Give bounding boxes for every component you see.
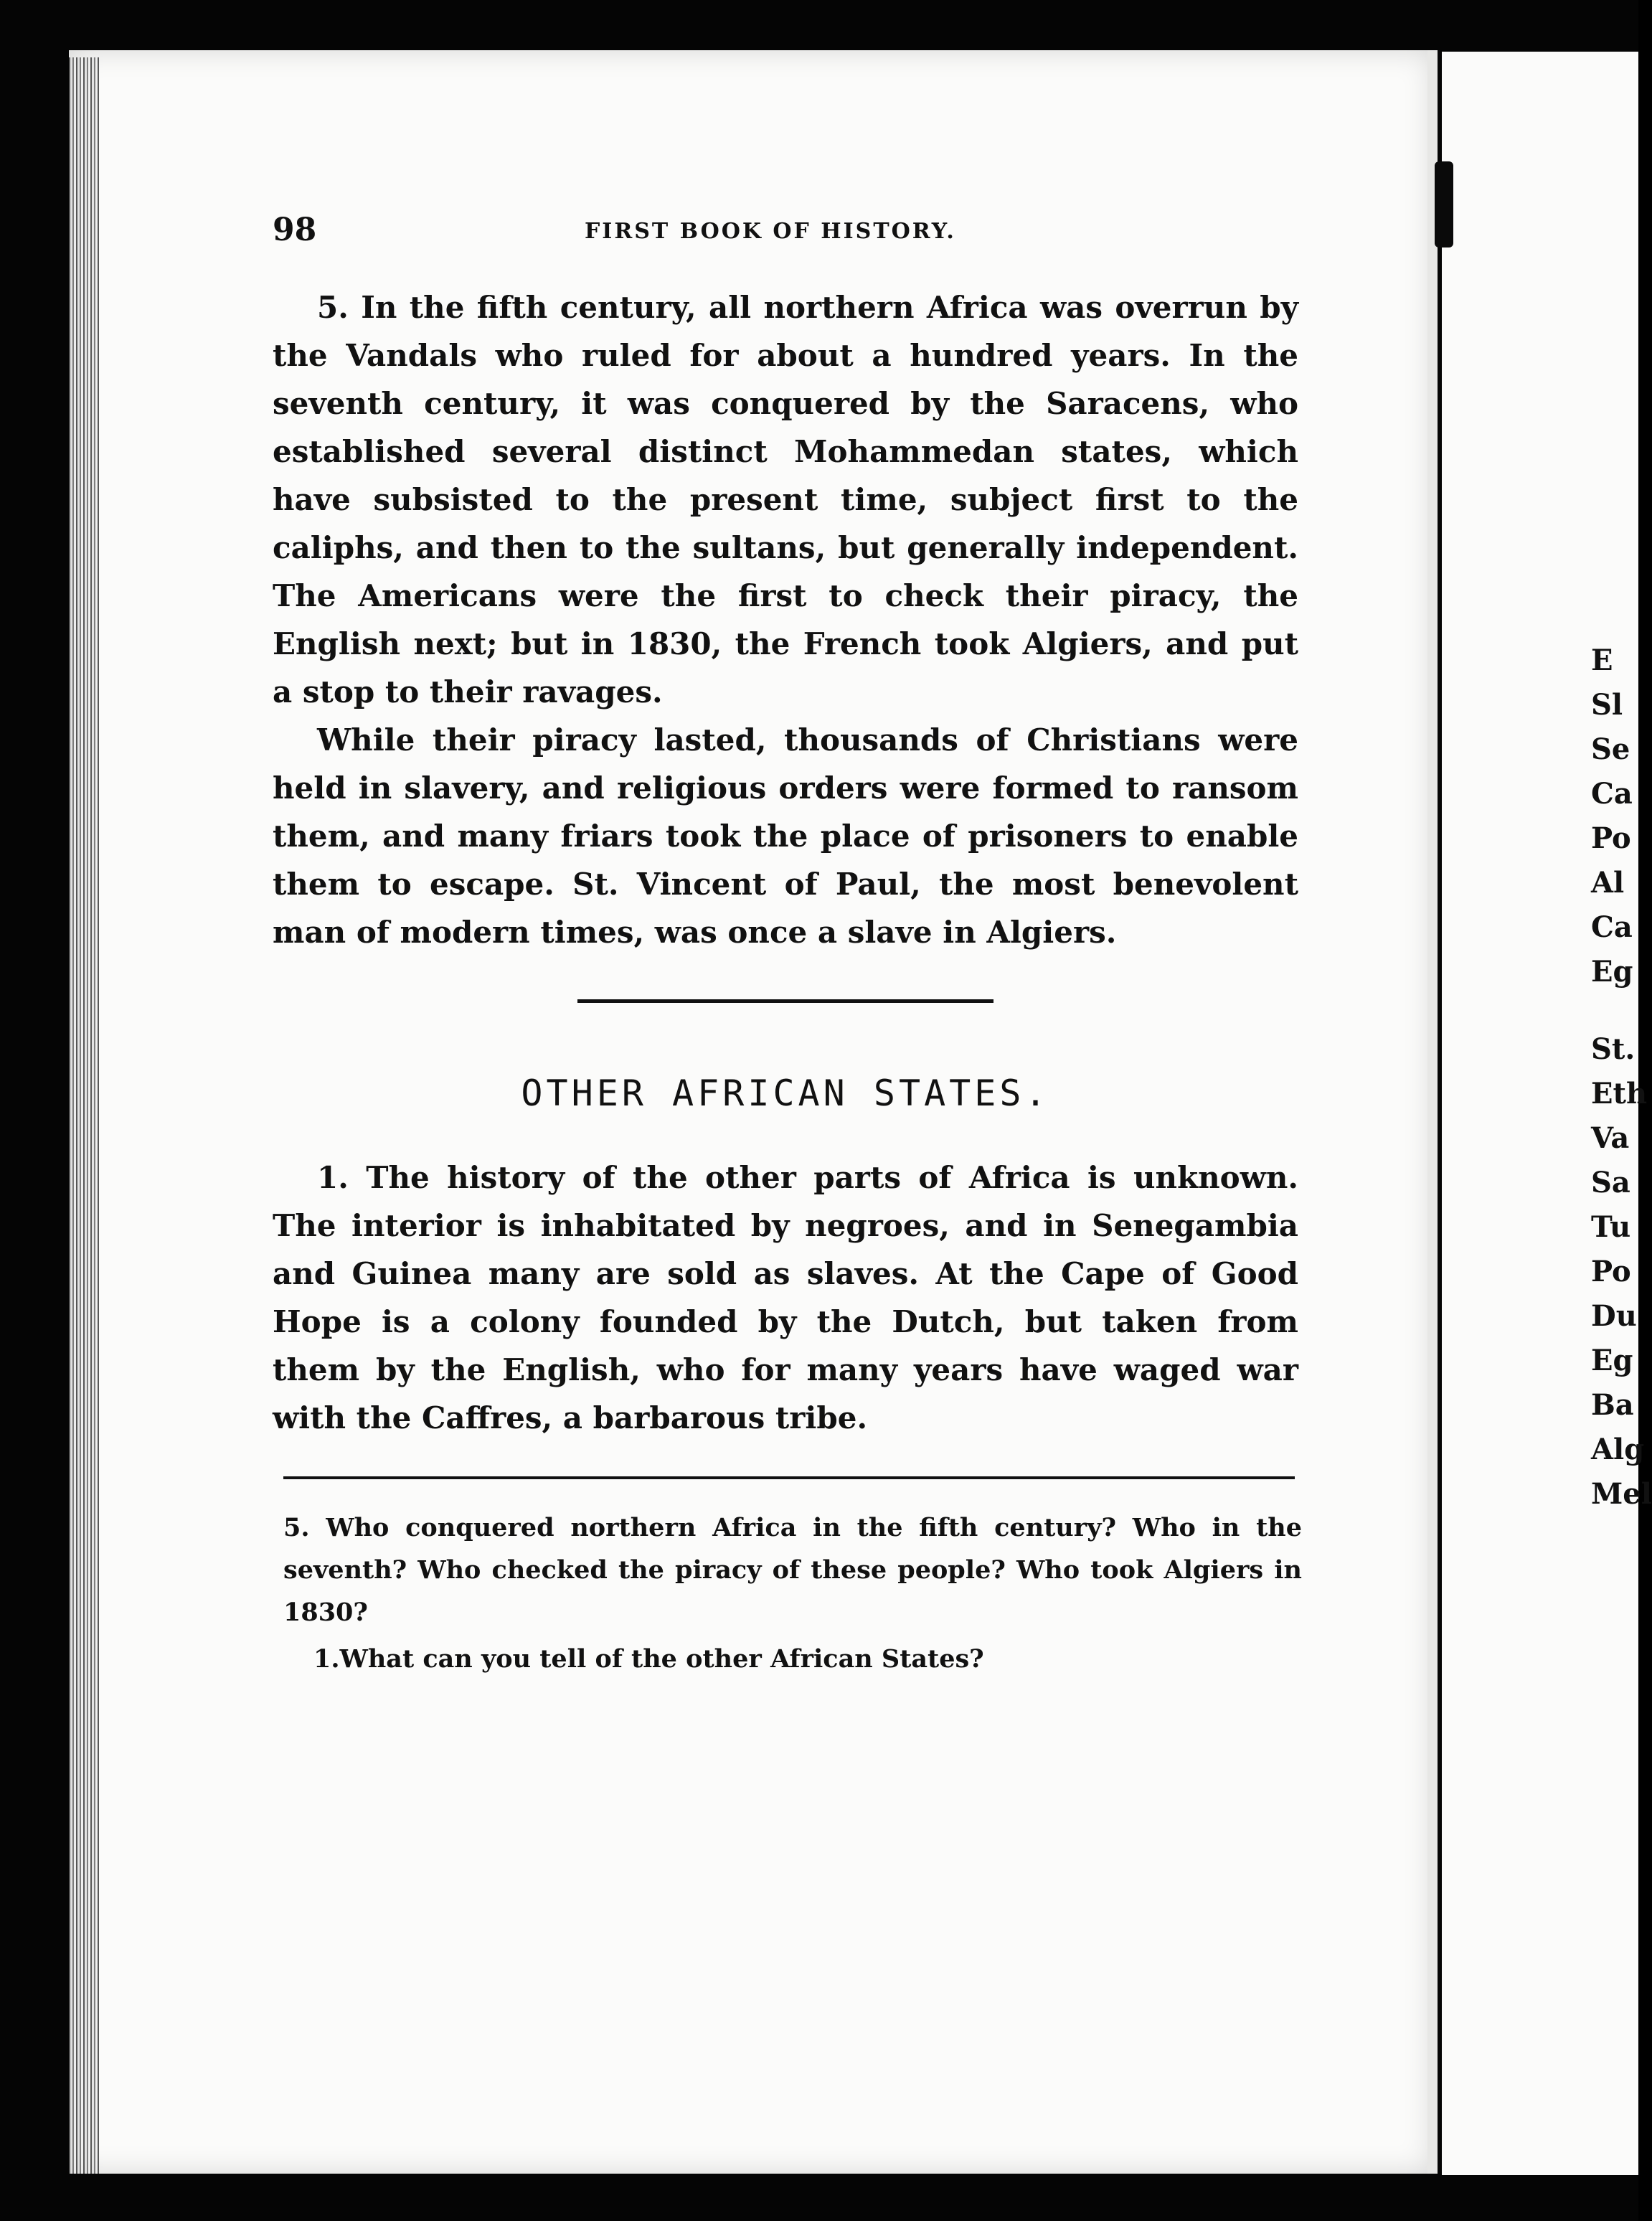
fragment: Eg <box>1591 1344 1633 1377</box>
section-heading: OTHER AFRICAN STATES. <box>521 1072 1050 1114</box>
fragment: Ca <box>1591 910 1633 944</box>
section-divider <box>577 999 993 1003</box>
fragment: Sa <box>1591 1166 1630 1199</box>
question: 1.What can you tell of the other African States? <box>313 1644 984 1674</box>
fragment: Mel <box>1591 1477 1652 1511</box>
facing-page-fragments <box>1591 638 1652 1517</box>
fragment: E <box>1591 643 1613 677</box>
section-two-text <box>273 1154 1298 1442</box>
footnote-divider <box>283 1476 1295 1479</box>
spine-shadow <box>1435 161 1453 247</box>
fragment: St. <box>1591 1032 1636 1066</box>
running-head <box>273 212 1306 255</box>
paragraph: While their piracy lasted, thousands of Christians were held in slavery, and religious orders were formed to ransom them, and many friars took the place of prisoners to enable them to escape. St. Vincent of Paul, the most benevolent man of modern times, was once a slave in Algiers. <box>273 722 1298 950</box>
review-questions <box>283 1506 1302 1684</box>
fragment: Tu <box>1591 1210 1631 1244</box>
running-title: FIRST BOOK OF HISTORY. <box>585 219 956 244</box>
fragment: Al <box>1591 866 1625 900</box>
fragment: Du <box>1591 1299 1637 1333</box>
fragment: Po <box>1591 821 1631 855</box>
fragment: Se <box>1591 732 1630 766</box>
fragment: Sl <box>1591 688 1623 722</box>
fragment: Po <box>1591 1255 1631 1288</box>
fragment: Ba <box>1591 1388 1634 1422</box>
question: 5. Who conquered northern Africa in the fifth century? Who in the seventh? Who checked the piracy of these people? Who took Algiers in 1830? <box>283 1513 1302 1627</box>
page-gutter <box>1427 50 1438 2174</box>
page-number: 98 <box>273 212 317 248</box>
fragment: Eth <box>1591 1077 1648 1110</box>
paragraph: 5. In the fifth century, all northern Africa was overrun by the Vandals who ruled for about a hundred years. In the seventh century, it was conquered by the Saracens, who established several distinct Mohammedan states, which have subsisted to the present time, subject first to the caliphs, and then to the sultans, but generally independent. The Americans were the first to check their piracy, the English next; but in 1830, the French took Algiers, and put a stop to their ravages. <box>273 290 1298 709</box>
page-binding-edge <box>69 57 99 2174</box>
fragment: Ca <box>1591 777 1633 811</box>
paragraph: 1. The history of the other parts of Africa is unknown. The interior is inhabitated by negroes, and in Senegambia and Guinea many are sold as slaves. At the Cape of Good Hope is a colony founded by the Dutch, but taken from them by the English, who for many years have waged war with the Caffres, a barbarous tribe. <box>273 1160 1298 1435</box>
fragment: Eg <box>1591 955 1633 989</box>
fragment: Alg <box>1591 1433 1645 1466</box>
fragment: Va <box>1591 1121 1630 1155</box>
section-one-text <box>273 283 1298 956</box>
